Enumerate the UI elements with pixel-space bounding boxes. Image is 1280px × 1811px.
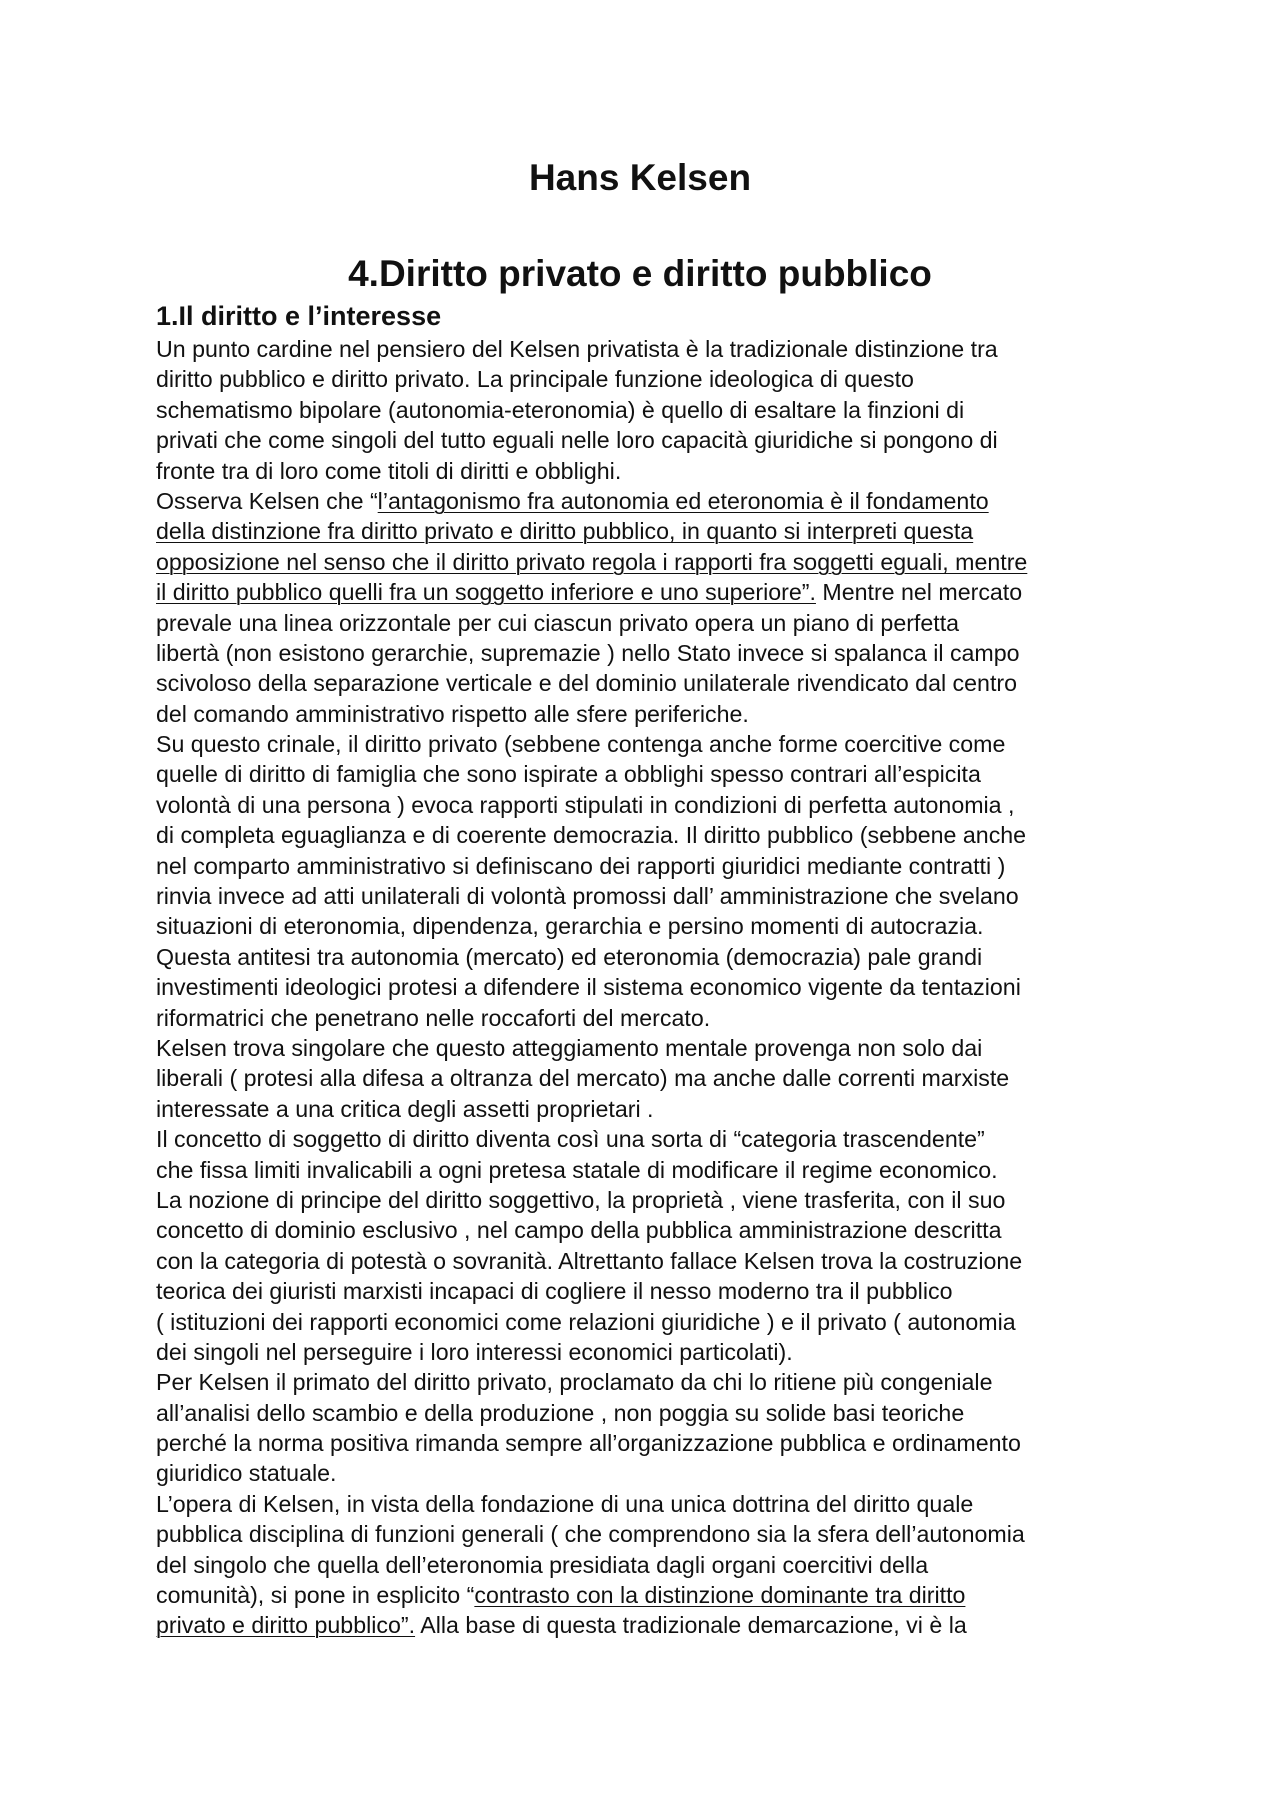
text-run: Per Kelsen il primato del diritto privato, proclamato da chi lo ritiene più congeniale: [156, 1369, 993, 1396]
text-line: [156, 577, 1136, 607]
text-line: [156, 1094, 1136, 1124]
text-line: [156, 1276, 1136, 1306]
quoted-text: l’antagonismo fra autonomia ed eteronomia è il fondamento: [377, 487, 989, 514]
text-line: [156, 608, 1136, 638]
text-run: schematismo bipolare (autonomia-eteronomia) è quello di esaltare la finzioni di: [156, 396, 965, 423]
text-run: Kelsen trova singolare che questo atteggiamento mentale provenga non solo dai: [156, 1034, 983, 1061]
text-run: comunità), si pone in esplicito “: [156, 1582, 475, 1609]
quoted-text: privato e diritto pubblico”.: [156, 1612, 416, 1639]
text-run: Questa antitesi tra autonomia (mercato) ed eteronomia (democrazia) pale grandi: [156, 943, 983, 970]
text-line: [156, 790, 1136, 820]
quoted-text: contrasto con la distinzione dominante tra diritto: [474, 1582, 966, 1609]
text-line: [156, 516, 1136, 546]
text-line: [156, 1519, 1136, 1549]
body-text: [156, 334, 1136, 1641]
text-run: quelle di diritto di famiglia che sono ispirate a obblighi spesso contrari all’espicita: [156, 761, 981, 788]
text-run: volontà di una persona ) evoca rapporti stipulati in condizioni di perfetta autonomia ,: [156, 791, 1015, 818]
text-run: L’opera di Kelsen, in vista della fondazione di una unica dottrina del diritto quale: [156, 1490, 974, 1517]
text-line: [156, 1489, 1136, 1519]
text-run: di completa eguaglianza e di coerente democrazia. Il diritto pubblico (sebbene anche: [156, 822, 1027, 849]
text-run: Il concetto di soggetto di diritto diventa così una sorta di “categoria trascendente”: [156, 1126, 985, 1153]
text-line: [156, 1367, 1136, 1397]
text-run: rinvia invece ad atti unilaterali di volontà promossi dall’ amministrazione che svelano: [156, 883, 1019, 910]
text-line: [156, 456, 1136, 486]
text-run: Mentre nel mercato: [815, 579, 1023, 606]
text-run: all’analisi dello scambio e della produzione , non poggia su solide basi teoriche: [156, 1399, 965, 1426]
text-line: [156, 1580, 1136, 1610]
text-line: [156, 820, 1136, 850]
text-run: interessate a una critica degli assetti proprietari .: [156, 1095, 654, 1122]
text-line: [156, 1246, 1136, 1276]
text-line: [156, 1033, 1136, 1063]
text-line: [156, 1003, 1136, 1033]
text-line: [156, 425, 1136, 455]
text-line: [156, 972, 1136, 1002]
text-run: nel comparto amministrativo si definiscano dei rapporti giuridici mediante contratti ): [156, 852, 1006, 879]
text-line: [156, 1185, 1136, 1215]
text-line: [156, 1550, 1136, 1580]
text-line: [156, 668, 1136, 698]
text-run: Su questo crinale, il diritto privato (sebbene contenga anche forme coercitive come: [156, 731, 1006, 758]
text-run: che fissa limiti invalicabili a ogni pretesa statale di modificare il regime economico.: [156, 1156, 998, 1183]
text-line: [156, 699, 1136, 729]
text-run: situazioni di eteronomia, dipendenza, gerarchia e persino momenti di autocrazia.: [156, 913, 984, 940]
text-line: [156, 1428, 1136, 1458]
text-run: pubblica disciplina di funzioni generali ( che comprendono sia la sfera dell’autonomia: [156, 1521, 1025, 1548]
text-line: [156, 851, 1136, 881]
text-line: [156, 395, 1136, 425]
text-line: [156, 1337, 1136, 1367]
text-run: perché la norma positiva rimanda sempre all’organizzazione pubblica e ordinamento: [156, 1430, 1021, 1457]
section-heading: 1.Il diritto e l’interesse: [156, 301, 442, 331]
text-run: del comando amministrativo rispetto alle sfere periferiche.: [156, 700, 749, 727]
text-run: La nozione di principe del diritto soggettivo, la proprietà , viene trasferita, con il suo: [156, 1186, 1006, 1213]
text-line: [156, 1398, 1136, 1428]
text-line: [156, 1458, 1136, 1488]
text-run: Alla base di questa tradizionale demarcazione, vi è la: [415, 1612, 967, 1639]
text-run: diritto pubblico e diritto privato. La principale funzione ideologica di questo: [156, 366, 914, 393]
quoted-text: opposizione nel senso che il diritto privato regola i rapporti fra soggetti eguali, mentre: [156, 548, 1028, 575]
text-line: [156, 942, 1136, 972]
chapter-title: 4.Diritto privato e diritto pubblico: [348, 253, 932, 294]
text-line: [156, 1063, 1136, 1093]
quoted-text: il diritto pubblico quelli fra un soggetto inferiore e uno superiore”.: [156, 579, 816, 606]
text-run: liberali ( protesi alla difesa a oltranza del mercato) ma anche dalle correnti marxiste: [156, 1065, 1010, 1092]
text-run: ( istituzioni dei rapporti economici come relazioni giuridiche ) e il privato ( autonomia: [156, 1308, 1016, 1335]
text-line: [156, 334, 1136, 364]
text-line: [156, 638, 1136, 668]
text-line: [156, 1307, 1136, 1337]
text-run: Un punto cardine nel pensiero del Kelsen privatista è la tradizionale distinzione tra: [156, 336, 998, 362]
text-run: riformatrici che penetrano nelle roccaforti del mercato.: [156, 1004, 711, 1031]
text-line: [156, 729, 1136, 759]
text-run: prevale una linea orizzontale per cui ciascun privato opera un piano di perfetta: [156, 609, 960, 636]
text-line: [156, 1610, 1136, 1640]
text-line: [156, 486, 1136, 516]
text-run: teorica dei giuristi marxisti incapaci di cogliere il nesso moderno tra il pubblico: [156, 1278, 953, 1305]
text-line: [156, 881, 1136, 911]
text-line: [156, 759, 1136, 789]
text-run: privati che come singoli del tutto eguali nelle loro capacità giuridiche si pongono di: [156, 427, 998, 454]
text-run: giuridico statuale.: [156, 1460, 337, 1487]
text-run: scivoloso della separazione verticale e del dominio unilaterale rivendicato dal centro: [156, 670, 1018, 697]
text-line: [156, 911, 1136, 941]
text-line: [156, 1155, 1136, 1185]
text-run: del singolo che quella dell’eteronomia presidiata dagli organi coercitivi della: [156, 1551, 929, 1578]
text-run: con la categoria di potestà o sovranità. Altrettanto fallace Kelsen trova la costruzione: [156, 1247, 1023, 1274]
text-run: investimenti ideologici protesi a difendere il sistema economico vigente da tentazioni: [156, 974, 1021, 1001]
text-run: libertà (non esistono gerarchie, supremazie ) nello Stato invece si spalanca il campo: [156, 639, 1020, 666]
quoted-text: della distinzione fra diritto privato e diritto pubblico, in quanto si interpreti questa: [156, 518, 974, 545]
text-run: fronte tra di loro come titoli di diritti e obblighi.: [156, 457, 622, 484]
text-line: [156, 1124, 1136, 1154]
text-line: [156, 547, 1136, 577]
text-run: concetto di dominio esclusivo , nel campo della pubblica amministrazione descritta: [156, 1217, 1002, 1244]
text-line: [156, 1215, 1136, 1245]
text-run: dei singoli nel perseguire i loro interessi economici particolati).: [156, 1338, 793, 1365]
text-line: [156, 364, 1136, 394]
document-title: Hans Kelsen: [528, 157, 752, 198]
text-run: Osserva Kelsen che “: [156, 487, 378, 514]
